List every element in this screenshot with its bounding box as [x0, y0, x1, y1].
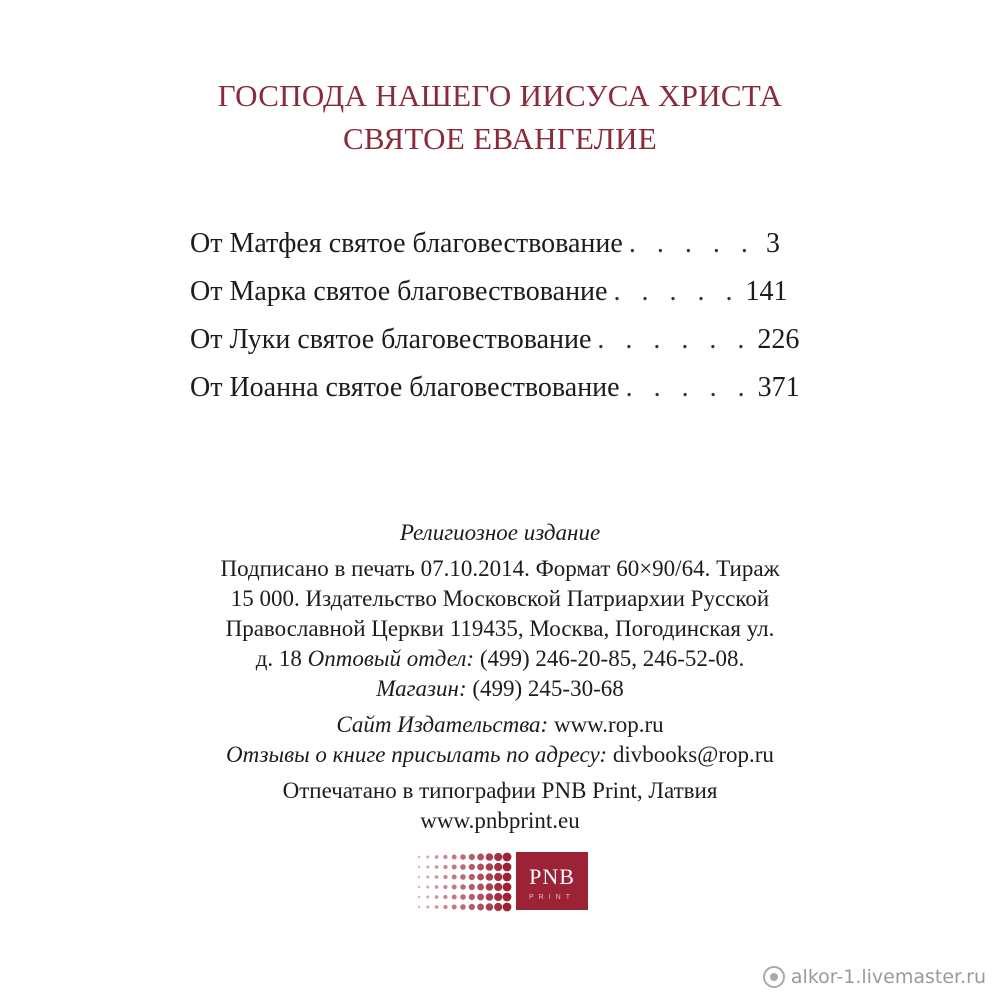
toc-entry-page: 141 — [745, 276, 788, 307]
imprint-line-4 — [180, 644, 820, 674]
wholesale-label: Оптовый отдел: — [307, 646, 475, 671]
toc-entry-matthew — [190, 226, 780, 274]
toc-leader-dots: . . . . . . — [597, 324, 752, 355]
logo-dot — [452, 885, 457, 890]
logo-dot — [503, 903, 512, 912]
toc-entry-mark — [190, 274, 788, 322]
table-of-contents — [190, 226, 800, 418]
toc-entry-luke — [190, 322, 800, 370]
logo-dot — [418, 906, 420, 908]
logo-subtext: PRINT — [529, 894, 575, 901]
logo-dot — [452, 895, 457, 900]
logo-dot — [469, 884, 475, 890]
imprint-site-line — [180, 710, 820, 740]
logo-dot — [486, 873, 494, 881]
logo-dot — [469, 854, 475, 860]
logo-dot — [460, 894, 466, 900]
logo-dot — [435, 875, 439, 879]
logo-dot — [494, 863, 502, 871]
logo-dot — [477, 864, 484, 871]
imprint-shop-line — [180, 674, 820, 704]
logo-dot — [443, 865, 447, 869]
logo-dot — [443, 895, 447, 899]
printed-by: Отпечатано в типографии PNB Print, Латвия — [282, 778, 718, 803]
logo-dot — [435, 855, 439, 859]
logo-dot — [477, 854, 484, 861]
toc-entry-page: 371 — [757, 372, 800, 403]
header-title-line2: СВЯТОЕ ЕВАНГЕЛИЕ — [342, 121, 658, 156]
logo-dot — [477, 894, 484, 901]
logo-dot — [469, 874, 475, 880]
logo-dot — [460, 864, 466, 870]
logo-dot — [460, 904, 466, 910]
logo-dot — [494, 903, 502, 911]
logo-dot — [460, 874, 466, 880]
imprint-category: Религиозное издание — [399, 520, 601, 545]
imprint-line-2: 15 000. Издательство Московской Патриархии Русской — [230, 586, 770, 611]
wholesale-phones: (499) 246-20-85, 246-52-08. — [474, 646, 745, 671]
logo-dot — [460, 854, 466, 860]
site-url: www.rop.ru — [548, 712, 664, 737]
logo-dot — [469, 864, 475, 870]
logo-dot — [477, 874, 484, 881]
toc-entry-title: От Иоанна святое благовествование — [190, 372, 620, 403]
logo-dot — [452, 855, 457, 860]
logo-dot — [469, 894, 475, 900]
logo-dot — [443, 905, 447, 909]
logo-dot — [435, 895, 439, 899]
livemaster-icon — [763, 966, 785, 988]
header-title-line1: ГОСПОДА НАШЕГО ИИСУСА ХРИСТА — [217, 78, 783, 113]
printer-url: www.pnbprint.eu — [420, 808, 580, 833]
logo-dot — [503, 883, 512, 892]
toc-entry-page: 226 — [757, 324, 800, 355]
logo-text: PNB — [529, 864, 575, 889]
logo-dot — [426, 865, 429, 868]
logo-dot — [494, 873, 502, 881]
toc-entry-john — [190, 370, 800, 418]
logo-dot — [503, 893, 512, 902]
logo-dot — [426, 875, 429, 878]
logo-dot — [477, 884, 484, 891]
logo-dot — [452, 865, 457, 870]
logo-dot — [443, 885, 447, 889]
logo-dot — [426, 905, 429, 908]
logo-dot — [486, 893, 494, 901]
pnb-print-logo — [414, 852, 588, 912]
logo-dot — [418, 876, 420, 878]
logo-dot — [494, 883, 502, 891]
logo-dot — [418, 856, 420, 858]
logo-dot-grid-icon — [414, 852, 514, 912]
site-label: Сайт Издательства: — [336, 712, 549, 737]
logo-dot — [503, 863, 512, 872]
logo-dot — [426, 885, 429, 888]
logo-dot — [418, 866, 420, 868]
logo-dot — [435, 865, 439, 869]
logo-dot — [443, 875, 447, 879]
logo-dot — [418, 886, 420, 888]
logo-dot — [494, 853, 502, 861]
logo-dot — [486, 883, 494, 891]
logo-dot — [435, 905, 439, 909]
logo-dot — [486, 863, 494, 871]
toc-leader-dots: . . . . . — [628, 228, 755, 259]
shop-phone: (499) 245-30-68 — [466, 676, 624, 701]
toc-entry-title: От Луки святое благовествование — [190, 324, 592, 355]
watermark — [763, 966, 986, 988]
toc-leader-dots: . . . . . — [625, 372, 752, 403]
logo-dot — [426, 895, 429, 898]
logo-dot — [486, 853, 494, 861]
feedback-email: divbooks@rop.ru — [607, 742, 774, 767]
imprint-block — [180, 518, 820, 836]
imprint-line-1: Подписано в печать 07.10.2014. Формат 60×90/64. Тираж — [220, 556, 780, 581]
toc-entry-title: От Матфея святое благовествование — [190, 228, 623, 259]
toc-leader-dots: . . . . . — [613, 276, 740, 307]
logo-dot — [469, 904, 475, 910]
toc-entry-page: 3 — [766, 228, 780, 259]
logo-dot — [477, 904, 484, 911]
logo-dot — [494, 893, 502, 901]
feedback-label: Отзывы о книге присылать по адресу: — [226, 742, 608, 767]
imprint-feedback-line — [180, 740, 820, 770]
imprint-address-end: д. 18 — [255, 646, 308, 671]
logo-dot — [426, 855, 429, 858]
logo-dot — [452, 875, 457, 880]
toc-entry-title: От Марка святое благовествование — [190, 276, 608, 307]
logo-dot — [460, 884, 466, 890]
logo-dot — [503, 873, 512, 882]
logo-dot — [486, 903, 494, 911]
imprint-line-3: Православной Церкви 119435, Москва, Погодинская ул. — [225, 616, 775, 641]
logo-dot — [435, 885, 439, 889]
shop-label: Магазин: — [376, 676, 467, 701]
logo-dot — [452, 905, 457, 910]
logo-dot — [418, 896, 420, 898]
logo-dot — [443, 855, 447, 859]
watermark-text: alkor-1.livemaster.ru — [790, 966, 986, 988]
logo-dot — [503, 853, 512, 862]
